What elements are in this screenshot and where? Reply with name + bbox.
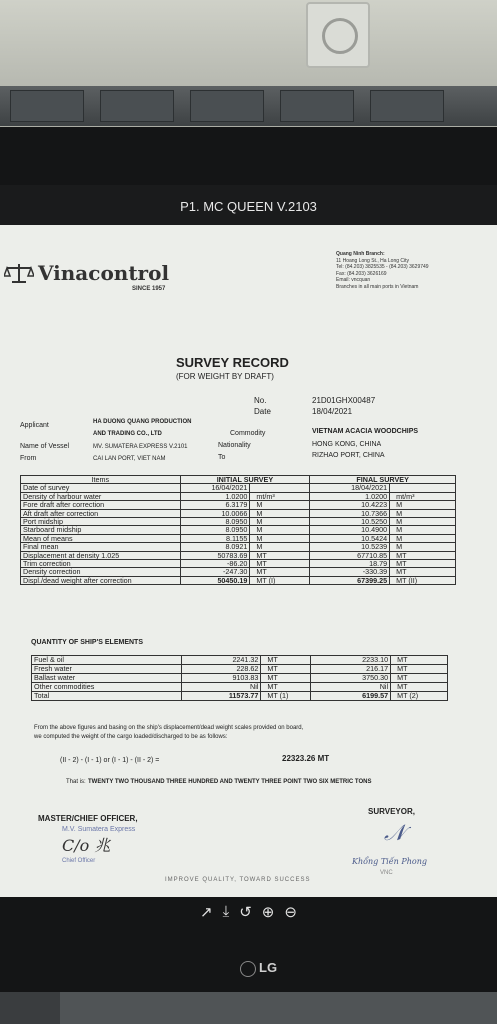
row-item: Fuel & oil <box>32 656 182 665</box>
row-initial-unit: MT <box>261 683 311 692</box>
row-initial-unit: MT (1) <box>261 692 311 701</box>
row-final-value: 3750.30 <box>311 674 391 683</box>
row-final-unit: MT <box>391 683 448 692</box>
rotate-icon[interactable]: ↺ <box>239 904 252 921</box>
row-initial-value: 6.3179 <box>180 501 250 509</box>
doc-subtitle: (FOR WEIGHT BY DRAFT) <box>176 372 274 381</box>
row-initial-value: -86.20 <box>180 560 250 568</box>
row-final-value: 18.79 <box>310 560 390 568</box>
company-since: SINCE 1957 <box>132 286 166 292</box>
row-final-value: 10.4223 <box>310 501 390 509</box>
from-label: From <box>20 455 37 462</box>
row-initial-unit: M <box>250 518 310 526</box>
row-final-value: 67399.25 <box>310 576 390 584</box>
window-title: P1. MC QUEEN V.2103 <box>0 185 497 225</box>
zoom-in-icon[interactable]: ⊕ <box>261 904 275 921</box>
to-label: To <box>218 454 226 461</box>
result-value: 22323.26 MT <box>282 754 330 763</box>
row-final-value: -330.39 <box>310 568 390 576</box>
row-initial-unit: M <box>250 543 310 551</box>
company-name: Vinacontrol <box>38 261 170 285</box>
row-final-unit: M <box>390 534 456 542</box>
row-item: Other commodities <box>32 683 182 692</box>
row-initial-value: 1.0200 <box>180 492 250 500</box>
row-item: Date of survey <box>21 484 181 492</box>
master-signature: C/o 兆 <box>62 836 111 855</box>
row-initial-value: 50450.19 <box>180 576 250 584</box>
row-initial-unit: M <box>250 526 310 534</box>
elements-table <box>31 655 448 701</box>
applicant-label: Applicant <box>20 422 49 429</box>
row-initial-unit: MT <box>250 551 310 559</box>
row-final-value: 10.5424 <box>310 534 390 542</box>
row-final-unit: mt/m³ <box>390 492 456 500</box>
row-initial-value: 16/04/2021 <box>180 484 250 492</box>
row-final-unit: M <box>390 501 456 509</box>
row-initial-value: Nil <box>181 683 261 692</box>
row-final-unit: MT (2) <box>391 692 448 701</box>
row-item: Displacement at density 1.025 <box>21 551 181 559</box>
row-final-unit: MT (II) <box>390 576 456 584</box>
company-logo <box>4 261 169 285</box>
row-final-value: 2233.10 <box>311 656 391 665</box>
wall-fan <box>306 2 370 68</box>
row-initial-unit: M <box>250 509 310 517</box>
row-final-unit: MT <box>390 560 456 568</box>
no-value: 21D01GHX00487 <box>312 396 376 405</box>
row-final-unit: MT <box>391 674 448 683</box>
elements-heading: QUANTITY OF SHIP'S ELEMENTS <box>31 639 143 646</box>
row-final-value: 1.0200 <box>310 492 390 500</box>
commodity-label: Commodity <box>230 430 266 437</box>
surveyor-name: Khổng Tiến Phong <box>352 857 427 866</box>
applicant-line2: AND TRADING CO., LTD <box>93 431 162 437</box>
row-final-unit: MT <box>390 568 456 576</box>
row-item: Starboard midship <box>21 526 181 534</box>
row-item: Displ./dead weight after correction <box>21 576 181 584</box>
row-initial-value: 8.0950 <box>180 526 250 534</box>
background-room <box>0 0 497 135</box>
row-item: Ballast water <box>32 674 182 683</box>
result-words: TWENTY TWO THOUSAND THREE HUNDRED AND TWENTY THREE POINT TWO SIX METRIC TONS <box>88 779 372 785</box>
commodity-value: VIETNAM ACACIA WOODCHIPS <box>312 428 419 435</box>
header-initial: INITIAL SURVEY <box>180 476 310 484</box>
zoom-out-icon[interactable]: ⊖ <box>284 904 297 921</box>
row-initial-value: 50783.69 <box>180 551 250 559</box>
row-final-value: 10.7366 <box>310 509 390 517</box>
nationality-value: HONG KONG, CHINA <box>312 441 382 448</box>
row-final-unit: M <box>390 509 456 517</box>
row-final-value: Nil <box>311 683 391 692</box>
survey-table <box>20 475 456 585</box>
row-initial-value: 8.0921 <box>180 543 250 551</box>
row-initial-unit: MT <box>261 656 311 665</box>
row-initial-value: 2241.32 <box>181 656 261 665</box>
note-line2: we computed the weight of the cargo loaded/discharged to be as follows: <box>34 734 228 740</box>
monitor-stand <box>0 992 497 1024</box>
row-initial-value: 11573.77 <box>181 692 261 701</box>
row-initial-value: 8.0950 <box>180 518 250 526</box>
document-page <box>0 225 497 897</box>
survey-row <box>21 501 456 509</box>
master-label: MASTER/CHIEF OFFICER, <box>38 814 138 823</box>
row-initial-unit: MT <box>261 665 311 674</box>
no-label: No. <box>254 396 267 405</box>
date-label: Date <box>254 407 271 416</box>
date-value: 18/04/2021 <box>312 407 353 416</box>
row-final-value: 10.5250 <box>310 518 390 526</box>
row-initial-unit: MT <box>250 560 310 568</box>
row-final-unit: M <box>390 518 456 526</box>
row-item: Density of harbour water <box>21 492 181 500</box>
formula: (II - 2) - (I - 1) or (I - 1) - (II - 2) = <box>60 757 160 764</box>
cabinet-shelf <box>0 86 497 126</box>
footer-motto: IMPROVE QUALITY, TOWARD SUCCESS <box>165 877 311 883</box>
header-items: Items <box>21 476 181 484</box>
row-final-unit: MT <box>390 551 456 559</box>
row-initial-value: 8.1155 <box>180 534 250 542</box>
row-item: Mean of means <box>21 534 181 542</box>
applicant-line1: HA DUONG QUANG PRODUCTION <box>93 419 192 425</box>
vessel-value: MV. SUMATERA EXPRESS V.2101 <box>93 444 188 450</box>
row-initial-value: 9103.83 <box>181 674 261 683</box>
row-item: Aft draft after correction <box>21 509 181 517</box>
row-item: Final mean <box>21 543 181 551</box>
element-row <box>32 692 448 701</box>
surveyor-signature: 𝒩 <box>384 821 406 846</box>
row-item: Trim correction <box>21 560 181 568</box>
branch-info: Quang Ninh Branch: 11 Hoang Long St., Ha Long City Tel: (84.203) 3825535 - (84.203) 3629749 Fax: (84.203) 3626169 Email: vncquan Branches in all main ports in Vietnam <box>336 251 429 290</box>
row-final-value: 67710.85 <box>310 551 390 559</box>
monitor-logo: LG <box>240 960 277 977</box>
to-value: RIZHAO PORT, CHINA <box>312 452 385 459</box>
row-final-unit: MT <box>391 665 448 674</box>
row-item: Port midship <box>21 518 181 526</box>
row-initial-unit: MT (I) <box>250 576 310 584</box>
row-initial-value: -247.30 <box>180 568 250 576</box>
master-role: Chief Officer <box>62 858 96 864</box>
row-item: Fresh water <box>32 665 182 674</box>
row-item: Total <box>32 692 182 701</box>
row-final-value: 6199.57 <box>311 692 391 701</box>
row-final-unit: M <box>390 543 456 551</box>
doc-title: SURVEY RECORD <box>176 355 289 370</box>
download-icon[interactable]: ⤓ <box>222 903 230 920</box>
row-initial-unit: MT <box>250 568 310 576</box>
vessel-label: Name of Vessel <box>20 443 70 450</box>
row-initial-unit: MT <box>261 674 311 683</box>
master-stamp: M.V. Sumatera Express <box>62 826 136 833</box>
survey-row <box>21 543 456 551</box>
row-final-value: 18/04/2021 <box>310 484 390 492</box>
row-final-value: 216.17 <box>311 665 391 674</box>
row-final-unit: MT <box>391 656 448 665</box>
viewer-toolbar <box>0 897 497 931</box>
from-value: CAI LAN PORT, VIET NAM <box>93 456 166 462</box>
row-final-unit: M <box>390 526 456 534</box>
row-item: Fore draft after correction <box>21 501 181 509</box>
words-label: That is: <box>66 779 86 785</box>
note-line1: From the above figures and basing on the ship's displacement/dead weight scales provided on board, <box>34 725 304 731</box>
row-final-value: 10.4900 <box>310 526 390 534</box>
share-icon[interactable]: ↗ <box>200 904 213 921</box>
row-item: Density correction <box>21 568 181 576</box>
row-final-value: 10.5239 <box>310 543 390 551</box>
row-initial-unit: M <box>250 534 310 542</box>
survey-row <box>21 576 456 584</box>
row-initial-value: 10.0066 <box>180 509 250 517</box>
surveyor-label: SURVEYOR, <box>368 807 415 816</box>
row-initial-unit: mt/m³ <box>250 492 310 500</box>
row-initial-unit: M <box>250 501 310 509</box>
header-final: FINAL SURVEY <box>310 476 456 484</box>
surveyor-stamp: VNC <box>380 870 393 876</box>
nationality-label: Nationality <box>218 442 251 449</box>
row-initial-value: 228.62 <box>181 665 261 674</box>
scales-icon <box>4 262 34 284</box>
